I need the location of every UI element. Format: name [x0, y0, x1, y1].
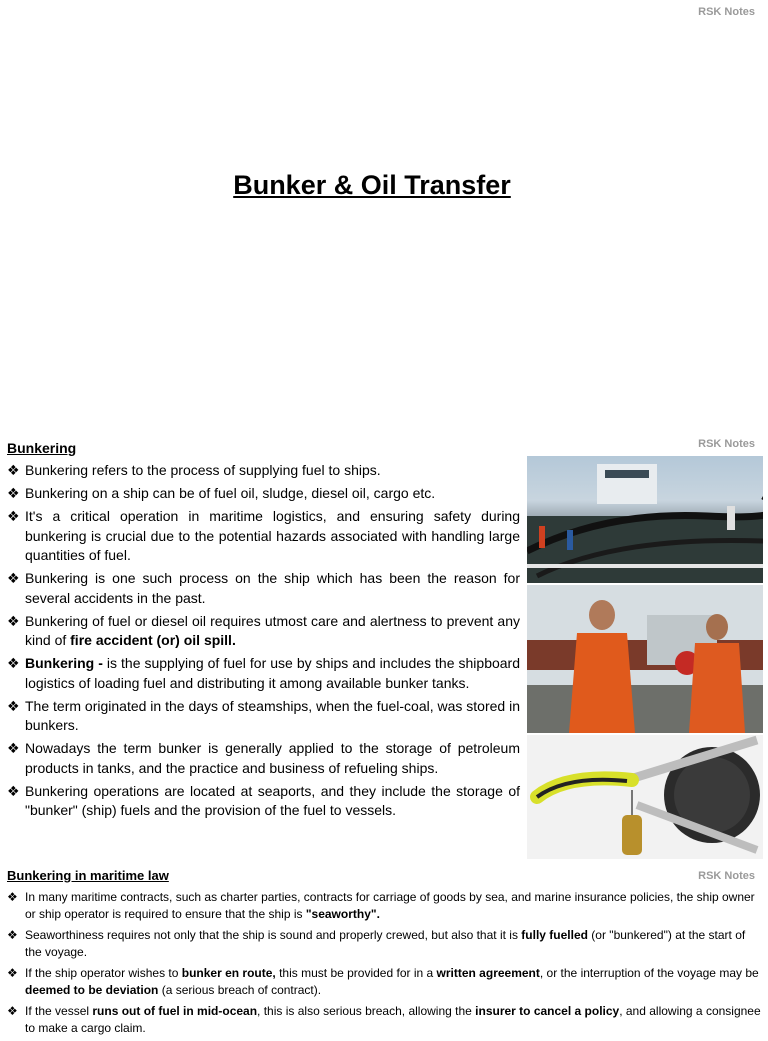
bullet-diamond-icon: ❖ — [7, 782, 20, 799]
text: Bunkering of fuel or diesel oil requires utmost care and alertness to prevent any kind of — [25, 612, 520, 648]
bold-text: bunker en route, — [181, 966, 276, 980]
bullet-diamond-icon: ❖ — [7, 508, 20, 524]
bullet-list — [7, 461, 520, 824]
section-heading: Bunkering in maritime law — [7, 868, 169, 883]
bullet-diamond-icon: ❖ — [7, 890, 18, 904]
text: It's a critical operation in maritime logistics, and ensuring safety during bunkering is crucial due to the potential hazards associated with handling large quantities of fuel. — [25, 508, 520, 563]
text: , or the interruption of the voyage may be — [539, 966, 759, 980]
bullet-list — [7, 889, 761, 1041]
text: (or "bunkered") at the start of the voyage. — [25, 928, 746, 959]
text: (a serious breach of contract). — [158, 983, 322, 997]
bunkering-slide — [0, 435, 768, 860]
bullet-item — [7, 782, 520, 821]
bullet-diamond-icon: ❖ — [7, 966, 18, 980]
text: In many maritime contracts, such as charter parties, contracts for carriage of goods by sea, and marine insurance policies, the ship owner or ship operator is required to ensure that the ship is — [25, 890, 755, 921]
bullet-item — [7, 612, 520, 651]
bullet-item — [7, 1003, 761, 1037]
bullet-item — [7, 484, 520, 504]
bold-text: insurer to cancel a policy — [475, 1004, 620, 1018]
text: If the ship operator wishes to — [25, 966, 182, 980]
maritime-law-slide — [0, 860, 768, 1035]
bullet-item — [7, 654, 520, 693]
bullet-diamond-icon: ❖ — [7, 697, 20, 714]
bullet-item — [7, 569, 520, 608]
bold-text: fire accident (or) oil spill. — [70, 632, 236, 648]
bullet-diamond-icon: ❖ — [7, 485, 20, 501]
text: Seaworthiness requires not only that the ship is sound and properly crewed, but also that it is — [25, 928, 522, 942]
bold-text: Bunkering - — [25, 655, 107, 671]
watermark: RSK Notes — [698, 438, 755, 450]
bullet-item — [7, 507, 520, 566]
bold-text: deemed to be deviation — [25, 983, 159, 997]
text: Bunkering refers to the process of supplying fuel to ships. — [25, 462, 381, 478]
sounding-tape-photo — [527, 735, 763, 859]
text: Bunkering on a ship can be of fuel oil, sludge, diesel oil, cargo etc. — [25, 485, 436, 501]
bullet-diamond-icon: ❖ — [7, 612, 20, 629]
crew-in-coveralls-photo — [527, 585, 763, 733]
bullet-item — [7, 927, 761, 961]
text: is the supplying of fuel for use by ships and includes the shipboard logistics of loading fuel and distributing it among available bunker tanks. — [25, 655, 521, 691]
bullet-diamond-icon: ❖ — [7, 740, 20, 756]
text: The term originated in the days of steamships, when the fuel-coal, was stored in bunkers. — [25, 697, 520, 733]
text: this must be provided for in a — [275, 966, 437, 980]
page-title: Bunker & Oil Transfer — [233, 170, 511, 200]
text: Nowadays the term bunker is generally applied to the storage of petroleum products in tanks, and the practice and business of refueling ships. — [25, 740, 520, 776]
bullet-diamond-icon: ❖ — [7, 655, 20, 671]
bullet-item — [7, 965, 761, 999]
title-slide — [0, 0, 768, 435]
text: Bunkering is one such process on the ship which has been the reason for several accidents in the past. — [25, 570, 520, 606]
bold-text: written agreement — [436, 966, 540, 980]
bullet-diamond-icon: ❖ — [7, 928, 18, 942]
bunkering-deck-photo — [527, 456, 763, 583]
bullet-item — [7, 889, 761, 923]
bullet-item — [7, 697, 520, 736]
bullet-item — [7, 739, 520, 778]
bullet-diamond-icon: ❖ — [7, 462, 20, 478]
watermark: RSK Notes — [698, 6, 755, 18]
bullet-diamond-icon: ❖ — [7, 1004, 18, 1018]
bold-text: "seaworthy". — [305, 907, 380, 921]
bold-text: fully fuelled — [521, 928, 588, 942]
watermark: RSK Notes — [698, 870, 755, 882]
section-heading: Bunkering — [7, 440, 77, 456]
text: If the vessel — [25, 1004, 93, 1018]
text: Bunkering operations are located at seaports, and they include the storage of "bunker" (ship) fuels and the provision of the fuel to vessels. — [25, 782, 520, 818]
text: , and allowing a consignee to make a cargo claim. — [25, 1004, 761, 1035]
bullet-diamond-icon: ❖ — [7, 570, 20, 586]
text: , this is also serious breach, allowing the — [257, 1004, 476, 1018]
bold-text: runs out of fuel in mid-ocean — [92, 1004, 258, 1018]
bullet-item — [7, 461, 520, 481]
